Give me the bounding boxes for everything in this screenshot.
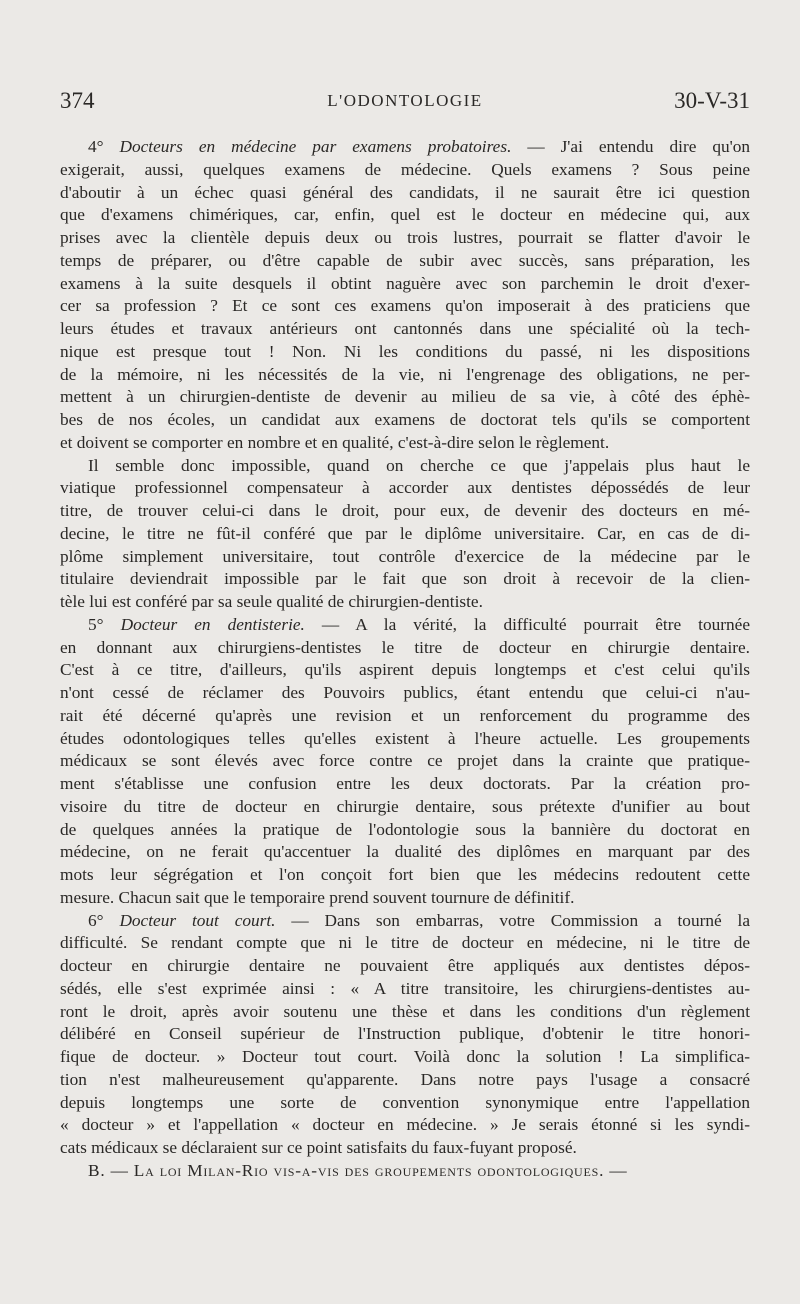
text-line: prises avec la clientèle depuis deux ou trois lustres, pourrait se flatter d'avoir le [60,228,750,247]
text-line: fique de docteur. » Docteur tout court. Voilà donc la solution ! La simplifica- [60,1047,750,1066]
text-line: examens à la suite desquels il obtint naguère avec son parchemin le droit d'exer- [60,273,750,293]
text-line: leurs études et travaux antérieurs ont cantonnés dans une spécialité où la tech- [60,319,750,338]
text-line: n'ont cessé de réclamer des Pouvoirs publics, étant entendu que celui-ci n'au- [60,683,750,702]
text-line: délibéré en Conseil supérieur de l'Instruction publique, d'obtenir le titre honori- [60,1024,750,1044]
section-b-heading [60,1160,750,1183]
text-line: et doivent se comporter en nombre et en qualité, c'est-à-dire selon le règlement. [60,432,610,452]
text-line: plôme simplement universitaire, tout contrôle d'exercice de la médecine par le [60,546,750,566]
item-title: Docteurs en médecine par examens probatoires. [119,137,512,156]
paragraph-6-docteur-tout-court [60,910,750,1160]
text-line: « docteur » et l'appellation « docteur en médecine. » Je serais étonné si les syndi- [60,1115,750,1135]
section-b-heading-text: B. — La loi Milan-Rio vis-a-vis des groupements odontologiques. — [88,1160,628,1180]
first-line-text: — J'ai entendu dire qu'on [511,137,750,156]
text-line: études odontologiques telles qu'elles existent à l'heure actuelle. Les groupements [60,728,750,748]
text-line: ment s'établisse une confusion entre les deux doctorats. Par la création pro- [60,774,750,793]
text-line: médecine, on ne ferait qu'accentuer la dualité des diplômes en marquant par des [60,842,750,862]
paragraph-first-line [60,910,750,933]
text-line: docteur en chirurgie dentaire ne pouvaient être appliqués aux dentistes dépos- [60,956,750,975]
text-line: titulaire deviendrait impossible par le fait que son droit à recevoir de la clien- [60,569,750,589]
paragraph-first-line [60,136,750,159]
item-number: 5° [88,614,121,634]
text-line: depuis longtemps une sorte de convention synonymique entre l'appellation [60,1092,750,1112]
text-line: mettent à un chirurgien-dentiste de devenir au milieu de sa vie, à côté des éphè- [60,387,750,407]
text-line: viatique professionnel compensateur à accorder aux dentistes dépossédés de leur [60,478,750,498]
item-title: Docteur en dentisterie. [120,614,305,634]
paragraph-4-docteurs-en-medecine [60,136,750,455]
text-line: exigerait, aussi, quelques examens de médecine. Quels examens ? Sous peine [60,159,750,179]
issue-date: 30-V-31 [674,88,750,113]
paragraph-5-docteur-en-dentisterie [60,614,750,910]
first-line-text: — Dans son embarras, votre Commission a tourné la [275,910,750,930]
text-line: rait été décerné qu'après une revision et un renforcement du programme des [60,705,750,725]
page-number: 374 [60,88,95,113]
paragraph-impossibility [60,455,750,614]
text-line: decine, le titre ne fût-il conféré que par le diplôme universitaire. Car, en cas de di- [60,523,750,543]
text-line: visoire du titre de docteur en chirurgie dentaire, sous prétexte d'unifier au bout [60,796,750,816]
text-line: Il semble donc impossible, quand on cherche ce que j'appelais plus haut le [88,455,750,475]
text-line: mesure. Chacun sait que le temporaire prend souvent tournure de définitif. [60,887,575,907]
text-line: bes de nos écoles, un candidat aux examens de doctorat tels qu'ils se comportent [60,410,750,429]
body-text [60,136,750,1183]
text-line: médicaux se sont élevés avec force contre ce projet dans la crainte que pratique- [60,751,750,771]
item-title: Docteur tout court. [119,910,276,930]
text-line: tion n'est malheureusement qu'apparente. Dans notre pays l'usage a consacré [60,1069,750,1089]
item-number: 6° [88,910,120,930]
text-line: ront le droit, après avoir soutenu une thèse et dans les conditions d'un règlement [60,1001,750,1021]
text-line: titre, de trouver celui-ci dans le droit, pour eux, de devenir des docteurs en mé- [60,501,750,520]
text-line: mots leur ségrégation et l'on conçoit fort bien que les médecins redoutent cette [60,865,750,884]
text-line: C'est à ce titre, d'ailleurs, qu'ils aspirent depuis longtemps et c'est celui qu'ils [60,660,750,680]
text-line: difficulté. Se rendant compte que ni le titre de docteur en médecine, ni le titre de [60,933,750,953]
text-line: en donnant aux chirurgiens-dentistes le titre de docteur en chirurgie dentaire. [60,637,750,657]
text-line: tèle lui est conféré par sa seule qualité de chirurgien-dentiste. [60,592,483,611]
text-line: sédés, elle s'est exprimée ainsi : « A titre transitoire, les chirurgiens-dentistes au- [60,978,750,998]
text-line: d'aboutir à un échec quasi général des candidats, il ne saurait être ici question [60,182,750,202]
text-line: de quelques années la pratique de l'odontologie sous la bannière du doctorat en [60,819,750,839]
text-line: cats médicaux se déclaraient sur ce point satisfaits du faux-fuyant proposé. [60,1138,577,1157]
text-line: cer sa profession ? Et ce sont ces examens qu'on imposerait à des praticiens que [60,296,750,316]
journal-title: L'ODONTOLOGIE [327,91,483,110]
text-line: que d'examens chimériques, car, enfin, quel est le docteur en médecine qui, aux [60,205,750,225]
text-line: temps de préparer, ou d'être capable de subir avec succès, sans préparation, les [60,250,750,270]
item-number: 4° [88,137,120,156]
first-line-text: — A la vérité, la difficulté pourrait être tournée [304,614,750,634]
text-line: nique est presque tout ! Non. Ni les conditions du passé, ni les dispositions [60,341,750,361]
running-header [60,88,750,122]
text-line: de la mémoire, ni les nécessités de la vie, ni l'engrenage des obligations, ne per- [60,364,750,384]
paragraph-first-line [60,614,750,637]
